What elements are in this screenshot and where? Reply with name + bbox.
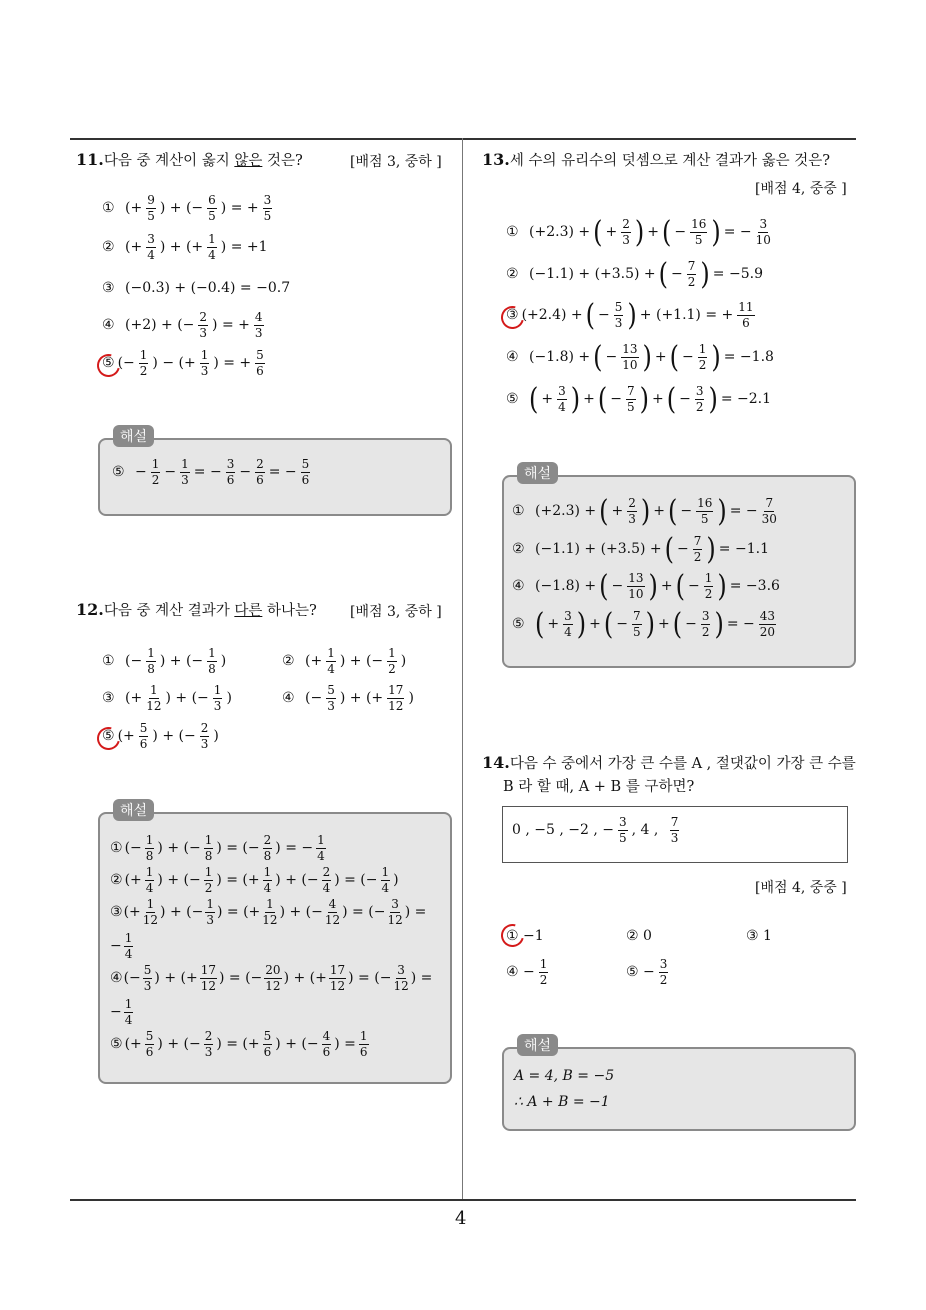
q14-solution-box [502,1047,856,1131]
q14-title-line2: B 라 할 때, A + B 를 구하면? [503,779,695,795]
q14-title: 14.다음 수 중에서 가장 큰 수를 A , 절댓값이 가장 큰 수를 [482,753,856,772]
q14-solution-line-2: ∴ A + B = −1 [514,1094,610,1110]
q12-option-1[interactable]: ① (− $\frac{1}{8}$ ) + (− $\frac{1}{8}$ ) [102,646,227,676]
top-rule [70,138,856,140]
q12-option-3[interactable]: ③ (+ $\frac{1}{12}$ ) + (− $\frac{1}{3}$ ) [102,683,232,713]
q11-option-3[interactable]: ③ (−0.3) + (−0.4) = −0.7 [102,280,291,296]
q13-option-1[interactable]: ① (+2.3) + ( + $\frac{2}{3}$ ) + ( − $\frac{16}{5}$ ) = − $\frac{3}{10}$ [506,214,771,250]
q13-score: [배점 4, 중중 ] [755,181,847,197]
q13-title: 13.세 수의 유리수의 덧셈으로 계산 결과가 옳은 것은? [482,150,831,169]
column-divider [462,138,463,1200]
q11-title: 11.다음 중 계산이 옳지 않은 것은? [76,150,303,169]
q11-option-5[interactable]: ⑤ (− $\frac{1}{2}$ ) − (+ $\frac{1}{3}$ ) = + $\frac{5}{6}$ [102,348,264,378]
q12-option-5[interactable]: ⑤ (+ $\frac{5}{6}$ ) + (− $\frac{2}{3}$ ) [102,721,219,751]
answer-mark-circle [497,920,528,951]
q14-option-4[interactable]: ④ − $\frac{1}{2}$ [506,957,548,987]
q12-title: 12.다음 중 계산 결과가 다른 하나는? [76,600,317,619]
q12-solution-tab: 해설 [113,799,154,821]
q14-option-5[interactable]: ⑤ − $\frac{3}{2}$ [626,957,668,987]
q11-option-1[interactable]: ① (+ $\frac{9}{5}$ ) + (− $\frac{6}{5}$ ) = + $\frac{3}{5}$ [102,193,272,223]
q13-option-4[interactable]: ④ (−1.8) + ( − $\frac{13}{10}$ ) + ( − $\frac{1}{2}$ ) = −1.8 [506,339,774,375]
q13-solution-line-1: ① (+2.3) + ( + $\frac{2}{3}$ ) + ( − $\frac{16}{5}$ ) = − $\frac{7}{30}$ [512,493,777,529]
q13-solution-tab: 해설 [517,462,558,484]
q11-option-4[interactable]: ④ (+2) + (− $\frac{2}{3}$ ) = + $\frac{4}{3}$ [102,310,263,340]
bottom-rule [70,1199,856,1201]
q13-option-2[interactable]: ② (−1.1) + (+3.5) + ( − $\frac{7}{2}$ ) = −5.9 [506,256,763,292]
q14-option-2[interactable]: ② 0 [626,928,652,944]
q11-solution-tab: 해설 [113,425,154,447]
q11-solution-line: ⑤ − $\frac{1}{2}$ − $\frac{1}{3}$ = − $\frac{3}{6}$ − $\frac{2}{6}$ = − $\frac{5}{6}$ [112,457,310,487]
q13-solution-line-2: ② (−1.1) + (+3.5) + ( − $\frac{7}{2}$ ) = −1.1 [512,531,769,567]
q11-score: [배점 3, 중하 ] [350,154,442,170]
q14-solution-line-1: A = 4, B = −5 [514,1068,615,1084]
q12-solution-line-4b: − $\frac{1}{4}$ [110,997,133,1027]
q12-score: [배점 3, 중하 ] [350,604,442,620]
q14-solution-tab: 해설 [517,1034,558,1056]
q12-solution-line-3: ③ (+ $\frac{1}{12}$ ) + (− $\frac{1}{3}$ ) = (+ $\frac{1}{12}$ ) + (− $\frac{4}{12}$ ) = (− $\frac{3}{12}$ ) = [110,897,427,927]
q12-solution-line-2: ② (+ $\frac{1}{4}$ ) + (− $\frac{1}{2}$ ) = (+ $\frac{1}{4}$ ) + (− $\frac{2}{4}$ ) = (− $\frac{1}{4}$ ) [110,865,399,895]
q14-option-1[interactable]: ① −1 [506,928,544,944]
q12-solution-line-4: ④ (− $\frac{5}{3}$ ) + (+ $\frac{17}{12}$ ) = (− $\frac{20}{12}$ ) + (+ $\frac{17}{12}$ ) = (− $\frac{3}{12}$ ) = [110,963,433,993]
q12-solution-line-3b: − $\frac{1}{4}$ [110,931,133,961]
q14-score: [배점 4, 중중 ] [755,880,847,896]
page-number: 4 [455,1208,467,1229]
q13-option-3[interactable]: ③ (+2.4) + ( − $\frac{5}{3}$ ) + (+1.1) = + $\frac{11}{6}$ [506,297,754,333]
q12-solution-line-5: ⑤ (+ $\frac{5}{6}$ ) + (− $\frac{2}{3}$ ) = (+ $\frac{5}{6}$ ) + (− $\frac{4}{6}$ ) = $\frac{1}{6}$ [110,1029,368,1059]
q12-solution-line-1: ① (− $\frac{1}{8}$ ) + (− $\frac{1}{8}$ ) = (− $\frac{2}{8}$ ) = − $\frac{1}{4}$ [110,833,325,863]
q11-option-2[interactable]: ② (+ $\frac{3}{4}$ ) + (+ $\frac{1}{4}$ ) = +1 [102,232,268,262]
q12-option-2[interactable]: ② (+ $\frac{1}{4}$ ) + (− $\frac{1}{2}$ ) [282,646,407,676]
q14-number-list: 0 , −5 , −2 , − $\frac{3}{5}$ , 4 , 7 3 [512,815,679,845]
q12-option-4[interactable]: ④ (− $\frac{5}{3}$ ) + (+ $\frac{17}{12}$ ) [282,683,414,713]
q13-solution-line-4: ⑤ ( + $\frac{3}{4}$ ) + ( − $\frac{7}{5}$ ) + ( − $\frac{3}{2}$ ) = − $\frac{43}{20}$ [512,606,776,642]
q14-option-3[interactable]: ③ 1 [746,928,772,944]
q13-solution-line-3: ④ (−1.8) + ( − $\frac{13}{10}$ ) + ( − $\frac{1}{2}$ ) = −3.6 [512,568,780,604]
q13-option-5[interactable]: ⑤ ( + $\frac{3}{4}$ ) + ( − $\frac{7}{5}$ ) + ( − $\frac{3}{2}$ ) = −2.1 [506,381,772,417]
